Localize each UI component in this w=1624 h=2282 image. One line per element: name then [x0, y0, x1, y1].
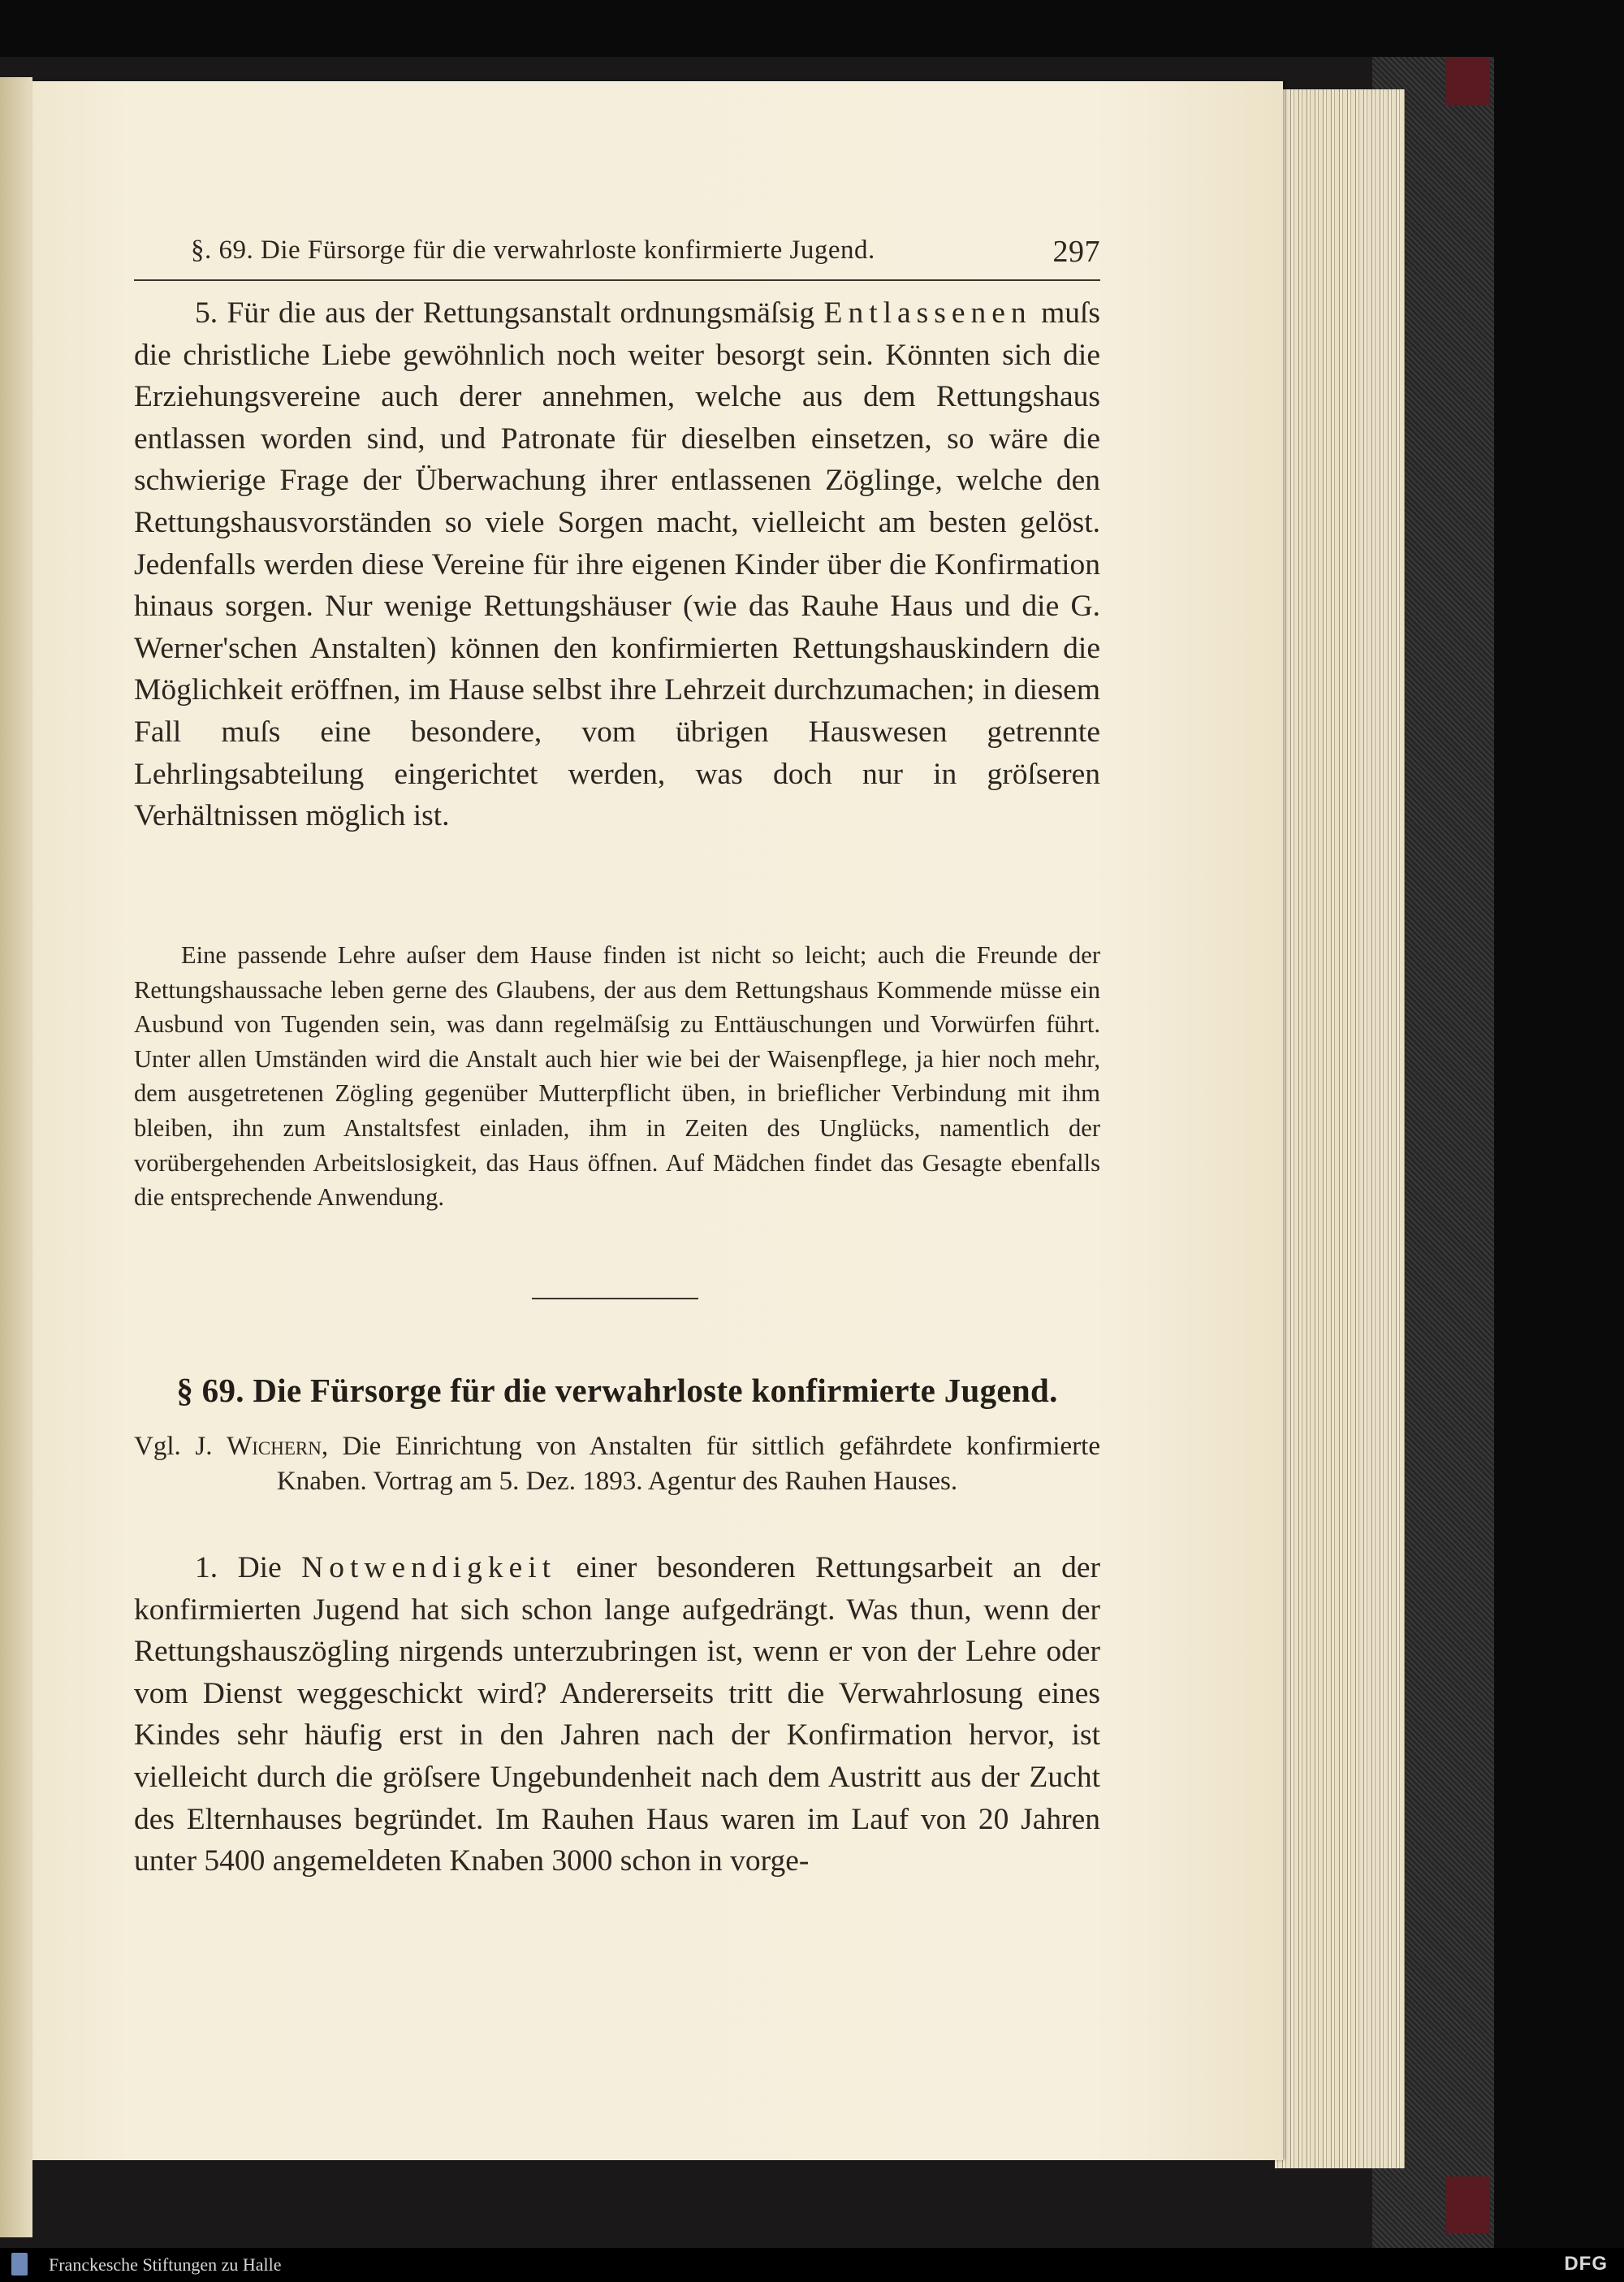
- running-head: [134, 234, 1100, 281]
- viewer-footer: [0, 2248, 1624, 2282]
- cover-corner-top: [1445, 57, 1490, 106]
- reference-author: Wichern: [227, 1432, 322, 1461]
- reference-text: , Die Einrichtung von Anstalten für sittlich gefährdete konfirmierte Knaben. Vortrag am 5. Dez. 1893. Agentur des Rauhen Hauses.: [276, 1432, 1100, 1496]
- footer-institution: Franckesche Stiftungen zu Halle: [49, 2254, 282, 2275]
- paragraph-5-block: [134, 292, 1100, 837]
- reference-prefix: Vgl. J.: [134, 1432, 227, 1461]
- paragraph-1: [134, 1547, 1100, 1882]
- cover-corner-bottom: [1445, 2176, 1490, 2233]
- small-paragraph: Eine passende Lehre auſser dem Hause finden ist nicht so leicht; auch die Freunde der Rettungshaussache leben gerne des Glaubens, der aus dem Rettungshaus Kommende müsse ein Ausbund von Tugenden sein, was dann regelmäſsig zu Enttäuschungen und Vorwürfen führt. Unter allen Umständen wird die Anstalt auch hier wie bei der Waisenpflege, ja hier noch mehr, dem ausgetretenen Zögling gegenüber Mutterpflicht üben, in brieflicher Verbindung mit ihm bleiben, ihn zum Anstaltsfest einladen, ihm in Zeiten des Unglücks, namentlich der vorübergehenden Arbeitslosigkeit, das Haus öffnen. Auf Mädchen findet das Gesagte ebenfalls die entsprechende Anwendung.: [134, 941, 1100, 1212]
- paragraph-1-lead: 1. Die: [195, 1551, 302, 1584]
- small-paragraph-block: [134, 938, 1100, 1215]
- reference: [134, 1429, 1100, 1499]
- paragraph-1-block: [134, 1547, 1100, 1882]
- previous-page-edge: [0, 77, 32, 2237]
- dfg-logo: DFG: [1564, 2253, 1608, 2275]
- paragraph-1-text: einer besonderen Rettungsarbeit an der konfirmierten Jugend hat sich schon lange aufgedrängt. Was thun, wenn der Rettungshauszögling nirgends unterzubringen ist, wenn er von der Lehre oder vom Dienst weggeschickt wird? Andererseits tritt die Verwahrlosung eines Kindes sehr häufig erst in den Jahren nach der Konfirmation hervor, ist vielleicht durch die gröſsere Ungebundenheit nach dem Austritt aus der Zucht des Elternhauses begründet. Im Rauhen Haus waren im Lauf von 20 Jahren unter 5400 angemeldeten Knaben 3000 schon in vorge-: [134, 1551, 1100, 1878]
- paragraph-5-text: muſs die christliche Liebe gewöhnlich noch weiter besorgt sein. Könnten sich die Erziehungsvereine auch derer annehmen, welche aus dem Rettungshaus entlassen worden sind, und Patronate für dieselben einsetzen, so wäre die schwierige Frage der Überwachung ihrer entlassenen Zöglinge, welche den Rettungshausvorständen so viele Sorgen macht, vielleicht am besten gelöst. Jedenfalls werden diese Vereine für ihre eigenen Kinder über die Konfirmation hinaus sorgen. Nur wenige Rettungshäuser (wie das Rauhe Haus und die G. Werner'schen Anstalten) können den konfirmierten Rettungshauskindern die Möglichkeit eröffnen, im Hause selbst ihre Lehrzeit durchzumachen; in diesem Fall muſs eine besondere, vom übrigen Hauswesen getrennte Lehrlingsabteilung eingerichtet werden, was doch nur in gröſseren Verhältnissen möglich ist.: [134, 296, 1101, 833]
- paragraph-5-lead: 5. Für die aus der Rettungsanstalt ordnungsmäſsig: [195, 296, 824, 330]
- paragraph-1-emphasis: Notwendigkeit: [301, 1551, 557, 1584]
- page-number: 297: [1052, 235, 1100, 269]
- running-head-title: §. 69. Die Fürsorge für die verwahrloste konfirmierte Jugend.: [191, 236, 875, 265]
- paragraph-5-emphasis: Entlassenen: [823, 296, 1032, 330]
- section-heading: § 69. Die Fürsorge für die verwahrloste konfirmierte Jugend.: [176, 1372, 1058, 1409]
- page-edges: [1275, 89, 1405, 2168]
- section-divider: [532, 1298, 698, 1299]
- paragraph-5: [134, 292, 1100, 837]
- reference-block: [134, 1429, 1100, 1499]
- institution-logo-icon: [11, 2253, 28, 2276]
